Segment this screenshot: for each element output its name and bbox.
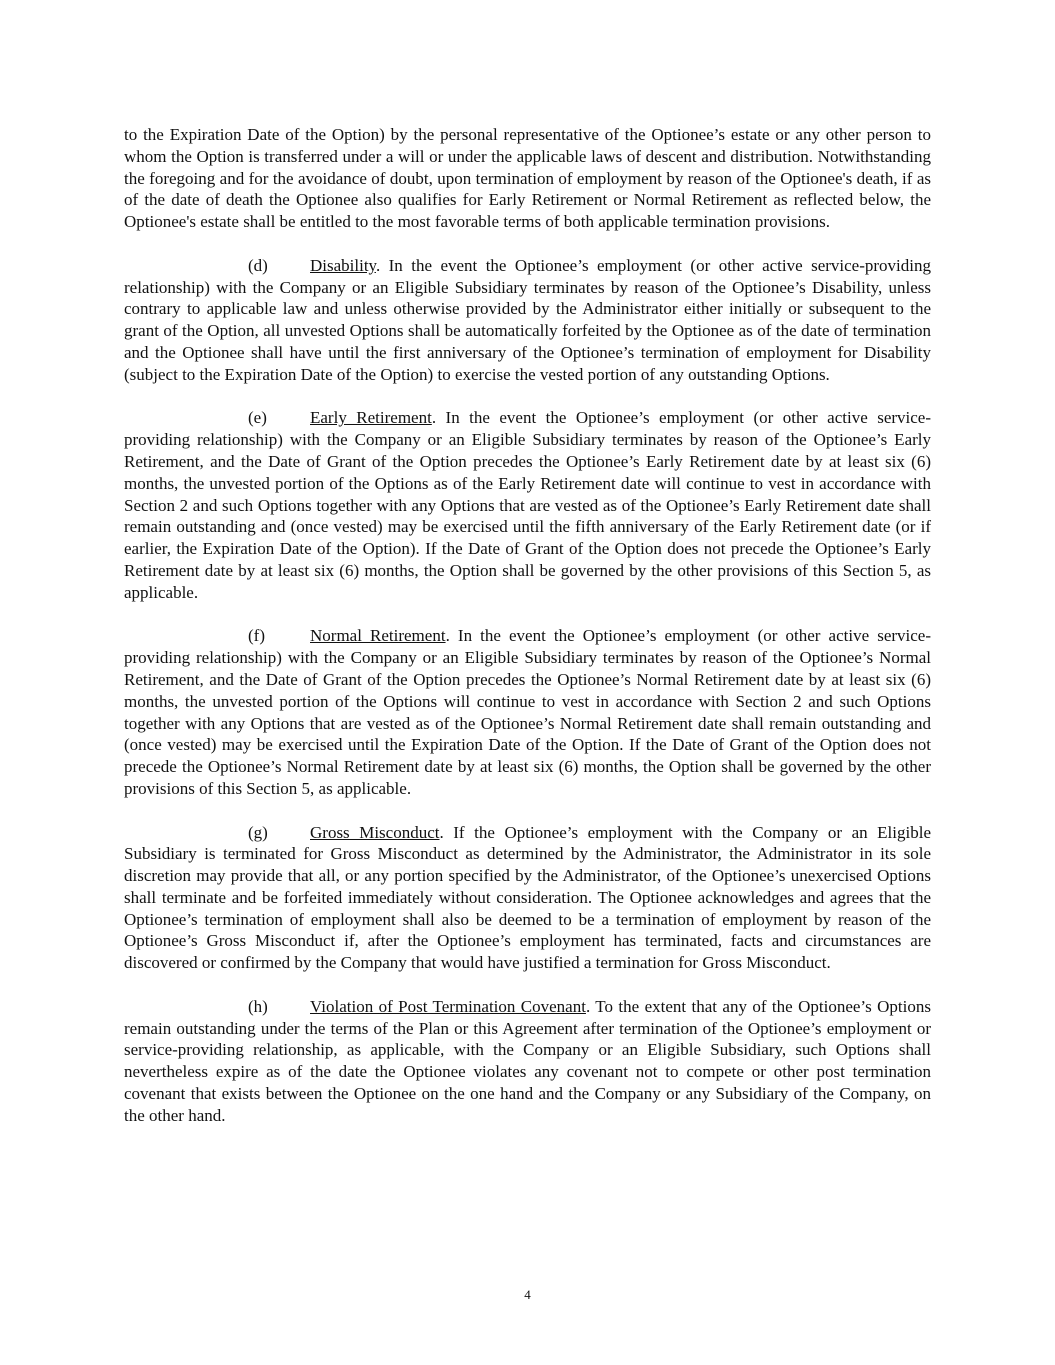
section-number: (f) — [248, 626, 265, 646]
section-heading: Gross Misconduct — [310, 822, 440, 842]
intro-paragraph: to the Expiration Date of the Option) by the personal representative of the Optionee’s estate or any other person to whom the Option is transferred under a will or under the applicable laws of descent and distribution. Notwithstanding the foregoing and for the avoidance of doubt, upon termination of employment by reason of the Optionee's death, if as of the date of death the Optionee also qualifies for Early Retirement or Normal Retirement as reflected below, the Optionee's estate shall be entitled to the most favorable terms of both applicable termination provisions. — [124, 125, 931, 232]
section-number: (g) — [248, 822, 268, 842]
section-number: (d) — [248, 255, 268, 275]
section-heading: Violation of Post Termination Covenant — [310, 996, 586, 1016]
section-d-paragraph — [124, 255, 931, 386]
section-h-paragraph — [124, 996, 931, 1127]
section-g-paragraph — [124, 822, 931, 975]
document-body — [124, 124, 931, 1148]
section-heading: Disability — [310, 255, 376, 275]
section-text: . In the event the Optionee’s employment (or other active service-providing relationship) with the Company or an Eligible Subsidiary terminates by reason of the Optionee’s Early Retirement, and the Date of Grant of the Option precedes the Optionee’s Early Retirement date by at least six (6) months, the unvested portion of the Options as of the Early Retirement date will continue to vest in accordance with Section 2 and such Options together with any Options that are vested as of the Optionee’s Early Retirement date shall remain outstanding and (once vested) may be exercised until the fifth anniversary of the Early Retirement date (or if earlier, the Expiration Date of the Option). If the Date of Grant of the Option does not precede the Optionee’s Early Retirement date by at least six (6) months, the Option shall be governed by the other provisions of this Section 5, as applicable. — [124, 408, 932, 602]
section-text: . In the event the Optionee’s employment (or other active service-providing relationship) with the Company or an Eligible Subsidiary terminates by reason of the Optionee’s Disability, unless contrary to applicable law and unless otherwise provided by the Administrator either initially or subsequent to the grant of the Option, all unvested Options shall be automatically forfeited by the Optionee as of the date of termination and the Optionee shall have until the first anniversary of the Optionee’s termination of employment for Disability (subject to the Expiration Date of the Option) to exercise the vested portion of any outstanding Options. — [124, 255, 931, 384]
section-heading: Normal Retirement — [310, 626, 446, 646]
section-number: (h) — [248, 996, 268, 1016]
section-text: . If the Optionee’s employment with the Company or an Eligible Subsidiary is terminated for Gross Misconduct as determined by the Administrator, the Administrator in its sole discretion may provide that all, or any portion specified by the Administrator, of the Optionee’s unexercised Options shall terminate and be forfeited immediately without consideration. The Optionee acknowledges and agrees that the Optionee’s termination of employment shall also be deemed to be a termination of employment by reason of the Optionee’s Gross Misconduct if, after the Optionee’s employment has terminated, facts and circumstances are discovered or confirmed by the Company that would have justified a termination for Gross Misconduct. — [124, 822, 931, 973]
section-text: . In the event the Optionee’s employment (or other active service-providing relationship) with the Company or an Eligible Subsidiary terminates by reason of the Optionee’s Normal Retirement, and the Date of Grant of the Option precedes the Optionee’s Normal Retirement date by at least six (6) months, the unvested portion of the Options will continue to vest in accordance with Section 2 and such Options together with any Options that are vested as of the Optionee’s Normal Retirement date shall remain outstanding and (once vested) may be exercised until the Expiration Date of the Option. If the Date of Grant of the Option does not precede the Optionee’s Normal Retirement date by at least six (6) months, the Option shall be governed by the other provisions of this Section 5, as applicable. — [124, 626, 932, 798]
section-f-paragraph — [124, 625, 931, 799]
section-number: (e) — [248, 408, 267, 428]
section-e-paragraph — [124, 407, 931, 603]
page-number: 4 — [524, 1287, 531, 1302]
section-heading: Early Retirement — [310, 408, 432, 428]
section-text: . To the extent that any of the Optionee’s Options remain outstanding under the terms of the Plan or this Agreement after termination of the Optionee’s employment or service-providing relationship, as applicable, with the Company or an Eligible Subsidiary, such Options shall nevertheless expire as of the date the Optionee violates any covenant not to compete or other post termination covenant that exists between the Optionee on the one hand and the Company or any Subsidiary of the Company, on the other hand. — [124, 996, 931, 1125]
